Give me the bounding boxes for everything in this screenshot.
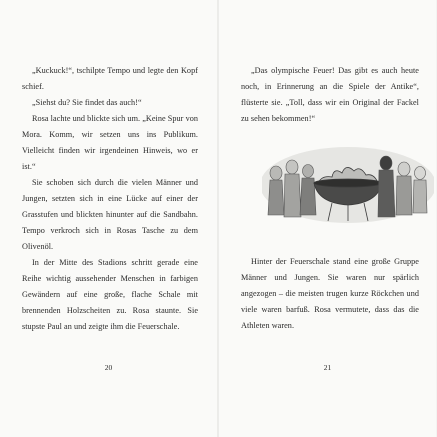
- page-number-left: 20: [104, 363, 113, 372]
- right-page: [218, 0, 436, 437]
- paragraph: „Siehst du? Sie findet das auch!“: [32, 98, 142, 107]
- left-page: [0, 0, 218, 437]
- paragraph: Sie schoben sich durch die vielen Männer und Jungen, setzten sich in eine Lücke auf einer der Grasstufen und blickten hinunter auf die Sandbahn. Tempo verkroch sich in Rosas Tasche zu dem Olivenöl.: [22, 178, 198, 251]
- right-page-text-top: [241, 63, 419, 127]
- paragraph: In der Mitte des Stadions schritt gerade eine Reihe wichtig aussehender Menschen in farbigen Gewändern auf eine große, flache Schale mit brennenden Holzscheiten zu. Rosa staunte. Sie stupste Paul an und zeigte ihm die Feuerschale.: [22, 258, 198, 331]
- athlete-figure-left: [268, 160, 316, 217]
- paragraph: „Kuckuck!“, tschilpte Tempo und legte den Kopf schief.: [22, 66, 198, 91]
- fire-bowl-illustration: [262, 145, 434, 225]
- page-number-right: 21: [323, 363, 332, 372]
- left-page-text: [22, 63, 198, 335]
- paragraph: „Das olympische Feuer! Das gibt es auch heute noch, in Erinnerung an die Spiele der Antike“, flüsterte sie. „Toll, dass wir ein Original der Fackel zu sehen bekommen!“: [241, 66, 419, 123]
- paragraph: Rosa lachte und blickte sich um. „Keine Spur von Mora. Komm, wir setzen uns ins Publikum. Vielleicht finden wir irgendeinen Hinweis, wo er ist.“: [22, 114, 198, 171]
- right-page-text-bottom: [241, 254, 419, 334]
- paragraph: Hinter der Feuerschale stand eine große Gruppe Männer und Jungen. Sie waren nur spärlich angezogen – die meisten trugen kurze Röckchen und viele waren barfuß. Rosa vermutete, dass das die Athleten waren.: [241, 257, 419, 330]
